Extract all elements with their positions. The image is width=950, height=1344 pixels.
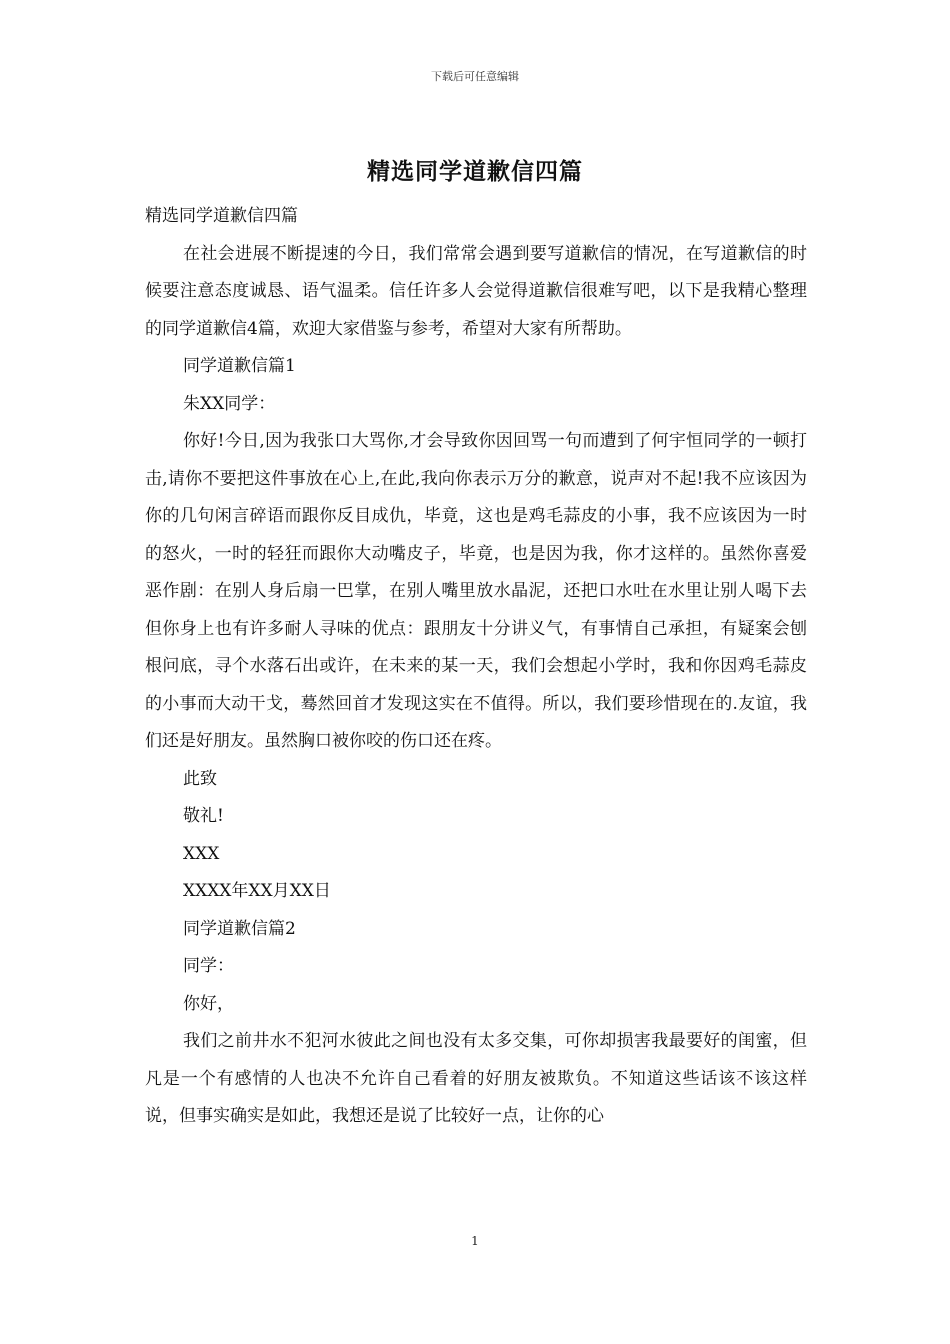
page-number: 1: [471, 1234, 479, 1248]
section-heading-2: 同学道歉信篇2: [183, 918, 296, 939]
signature: XXX: [183, 843, 220, 864]
section-heading-1: 同学道歉信篇1: [183, 356, 296, 376]
salutation-1: 朱XX同学：: [183, 393, 276, 414]
intro-paragraph: 在社会进展不断提速的今日，我们常常会遇到要写道歉信的情况，在写道歉信的时候要注意态度诚恳、语气温柔。信任许多人会觉得道歉信很难写吧，以下是我精心整理的同学道歉信4篇，欢迎大家借鉴与参考，希望对大家有所帮助。: [145, 243, 807, 339]
salutation-2: 同学：: [183, 956, 234, 976]
header-note: 下载后可任意编辑: [431, 70, 519, 83]
document-body: [145, 198, 807, 1136]
closing-2: 敬礼!: [183, 806, 224, 826]
letter-2-body: 我们之前井水不犯河水彼此之间也没有太多交集，可你却损害我最要好的闺蜜，但凡是一个有感情的人也决不允许自己看着的好朋友被欺负。不知道这些话该不该这样说，但事实确实是如此，我想还是说了比较好一点，让你的心: [145, 1031, 807, 1126]
subtitle-paragraph: 精选同学道歉信四篇: [145, 206, 298, 226]
document-title: 精选同学道歉信四篇: [367, 158, 583, 185]
greeting-2: 你好，: [183, 993, 234, 1014]
date-line: XXXX年XX月XX日: [183, 881, 331, 901]
letter-1-body: 你好!今日,因为我张口大骂你,才会导致你因回骂一句而遭到了何宇恒同学的一顿打击,请你不要把这件事放在心上,在此,我向你表示万分的歉意，说声对不起!我不应该因为你的几句闲言碎语而跟你反目成仇，毕竟，这也是鸡毛蒜皮的小事，我不应该因为一时的怒火，一时的轻狂而跟你大动嘴皮子，毕竟，也是因为我，你才这样的。虽然你喜爱恶作剧：在别人身后扇一巴掌，在别人嘴里放水晶泥，还把口水吐在水里让别人喝下去但你身上也有许多耐人寻味的优点：跟朋友十分讲义气，有事情自己承担，有疑案会刨根问底，寻个水落石出或许，在未来的某一天，我们会想起小学时，我和你因鸡毛蒜皮的小事而大动干戈，蓦然回首才发现这实在不值得。所以，我们要珍惜现在的.友谊，我们还是好朋友。虽然胸口被你咬的伤口还在疼。: [145, 431, 807, 751]
closing-1: 此致: [183, 768, 217, 789]
